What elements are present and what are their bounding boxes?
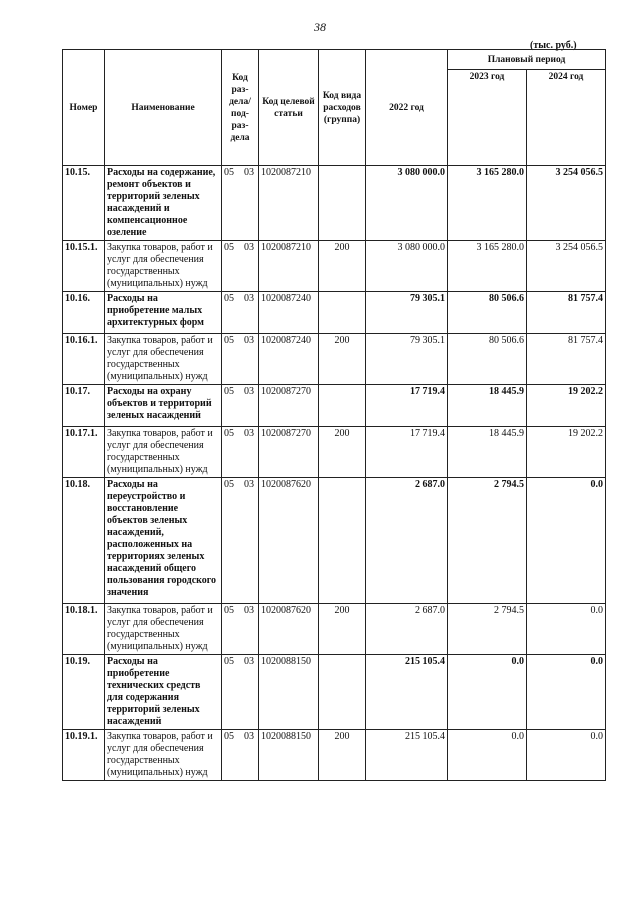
- subsection-code: 03: [244, 731, 254, 742]
- row-2022: 215 105.4: [366, 655, 448, 730]
- subsection-code: 03: [244, 335, 254, 346]
- row-expense-code: 200: [319, 427, 366, 478]
- subsection-code: 03: [244, 605, 254, 616]
- row-2022: 79 305.1: [366, 292, 448, 334]
- row-section-code: [222, 604, 259, 655]
- row-2022: 79 305.1: [366, 334, 448, 385]
- row-number: 10.17.: [63, 385, 105, 427]
- subsection-code: 03: [244, 428, 254, 439]
- row-name: Расходы на приобретение малых архитектурных форм: [105, 292, 222, 334]
- row-section-code: [222, 655, 259, 730]
- row-2022: 215 105.4: [366, 730, 448, 781]
- row-expense-code: 200: [319, 730, 366, 781]
- section-code: 05: [224, 167, 234, 178]
- subsection-code: 03: [244, 479, 254, 490]
- row-2024: 0.0: [527, 730, 606, 781]
- row-name: Закупка товаров, работ и услуг для обеспечения государственных (муниципальных) нужд: [105, 241, 222, 292]
- section-code: 05: [224, 335, 234, 346]
- subsection-code: 03: [244, 167, 254, 178]
- header-planning-period: Плановый период: [448, 50, 606, 70]
- row-section-code: [222, 427, 259, 478]
- header-target-code: Код целевой статьи: [259, 50, 319, 166]
- row-2024: 3 254 056.5: [527, 166, 606, 241]
- table-row: [63, 292, 606, 334]
- row-name: Закупка товаров, работ и услуг для обеспечения государственных (муниципальных) нужд: [105, 427, 222, 478]
- row-2024: 81 757.4: [527, 334, 606, 385]
- row-2022: 3 080 000.0: [366, 241, 448, 292]
- row-2022: 3 080 000.0: [366, 166, 448, 241]
- row-number: 10.16.: [63, 292, 105, 334]
- units-note: (тыс. руб.): [530, 40, 577, 51]
- row-name: Расходы на приобретение технических средств для содержания территорий зеленых насаждений: [105, 655, 222, 730]
- subsection-code: 03: [244, 293, 254, 304]
- row-2022: 2 687.0: [366, 478, 448, 604]
- table-row: [63, 604, 606, 655]
- row-number: 10.17.1.: [63, 427, 105, 478]
- table-row: [63, 427, 606, 478]
- section-code: 05: [224, 428, 234, 439]
- row-target-code: 1020087240: [259, 334, 319, 385]
- row-expense-code: [319, 655, 366, 730]
- header-section-code: Код раз-дела/ под-раз-дела: [222, 50, 259, 166]
- row-expense-code: [319, 478, 366, 604]
- row-number: 10.15.: [63, 166, 105, 241]
- row-expense-code: [319, 166, 366, 241]
- row-2023: 2 794.5: [448, 604, 527, 655]
- row-target-code: 1020087240: [259, 292, 319, 334]
- row-2023: 3 165 280.0: [448, 241, 527, 292]
- row-2024: 19 202.2: [527, 427, 606, 478]
- section-code: 05: [224, 386, 234, 397]
- row-name: Расходы на содержание, ремонт объектов и территорий зеленых насаждений и компенсационное озеление: [105, 166, 222, 241]
- row-number: 10.16.1.: [63, 334, 105, 385]
- row-number: 10.19.1.: [63, 730, 105, 781]
- row-number: 10.18.: [63, 478, 105, 604]
- header-2023: 2023 год: [448, 70, 527, 166]
- row-2024: 0.0: [527, 478, 606, 604]
- row-expense-code: [319, 292, 366, 334]
- header-2024: 2024 год: [527, 70, 606, 166]
- table-row: [63, 730, 606, 781]
- header-expense-code: Код вида расходов (группа): [319, 50, 366, 166]
- table-body: [63, 166, 606, 781]
- subsection-code: 03: [244, 656, 254, 667]
- row-target-code: 1020087620: [259, 478, 319, 604]
- page-number: 38: [314, 20, 326, 34]
- row-2024: 81 757.4: [527, 292, 606, 334]
- row-name: Расходы на переустройство и восстановление объектов зеленых насаждений, расположенных на территориях зеленых насаждений общего пользования городского значения: [105, 478, 222, 604]
- section-code: 05: [224, 731, 234, 742]
- row-2023: 2 794.5: [448, 478, 527, 604]
- row-number: 10.15.1.: [63, 241, 105, 292]
- section-code: 05: [224, 656, 234, 667]
- row-expense-code: 200: [319, 604, 366, 655]
- table-row: [63, 478, 606, 604]
- row-2024: 3 254 056.5: [527, 241, 606, 292]
- row-2023: 80 506.6: [448, 292, 527, 334]
- row-2022: 17 719.4: [366, 427, 448, 478]
- subsection-code: 03: [244, 386, 254, 397]
- row-section-code: [222, 166, 259, 241]
- section-code: 05: [224, 605, 234, 616]
- row-section-code: [222, 730, 259, 781]
- row-2024: 0.0: [527, 655, 606, 730]
- section-code: 05: [224, 242, 234, 253]
- row-target-code: 1020087270: [259, 385, 319, 427]
- table-row: [63, 655, 606, 730]
- row-target-code: 1020088150: [259, 730, 319, 781]
- row-2023: 18 445.9: [448, 385, 527, 427]
- row-target-code: 1020087210: [259, 166, 319, 241]
- row-2023: 3 165 280.0: [448, 166, 527, 241]
- table-row: [63, 385, 606, 427]
- row-target-code: 1020087620: [259, 604, 319, 655]
- subsection-code: 03: [244, 242, 254, 253]
- section-code: 05: [224, 479, 234, 490]
- header-2022: 2022 год: [366, 50, 448, 166]
- header-name: Наименование: [105, 50, 222, 166]
- row-name: Закупка товаров, работ и услуг для обеспечения государственных (муниципальных) нужд: [105, 730, 222, 781]
- row-expense-code: 200: [319, 241, 366, 292]
- row-2022: 2 687.0: [366, 604, 448, 655]
- row-section-code: [222, 334, 259, 385]
- row-2022: 17 719.4: [366, 385, 448, 427]
- row-2023: 0.0: [448, 730, 527, 781]
- row-name: Закупка товаров, работ и услуг для обеспечения государственных (муниципальных) нужд: [105, 334, 222, 385]
- row-section-code: [222, 385, 259, 427]
- row-target-code: 1020087270: [259, 427, 319, 478]
- row-name: Расходы на охрану объектов и территорий зеленых насаждений: [105, 385, 222, 427]
- header-number: Номер: [63, 50, 105, 166]
- row-2024: 0.0: [527, 604, 606, 655]
- row-2024: 19 202.2: [527, 385, 606, 427]
- row-target-code: 1020088150: [259, 655, 319, 730]
- row-target-code: 1020087210: [259, 241, 319, 292]
- row-section-code: [222, 292, 259, 334]
- budget-table: [62, 49, 606, 781]
- row-section-code: [222, 241, 259, 292]
- row-section-code: [222, 478, 259, 604]
- table-row: [63, 166, 606, 241]
- row-2023: 80 506.6: [448, 334, 527, 385]
- row-number: 10.18.1.: [63, 604, 105, 655]
- row-2023: 18 445.9: [448, 427, 527, 478]
- row-2023: 0.0: [448, 655, 527, 730]
- row-expense-code: [319, 385, 366, 427]
- section-code: 05: [224, 293, 234, 304]
- row-expense-code: 200: [319, 334, 366, 385]
- row-number: 10.19.: [63, 655, 105, 730]
- table-row: [63, 334, 606, 385]
- row-name: Закупка товаров, работ и услуг для обеспечения государственных (муниципальных) нужд: [105, 604, 222, 655]
- table-row: [63, 241, 606, 292]
